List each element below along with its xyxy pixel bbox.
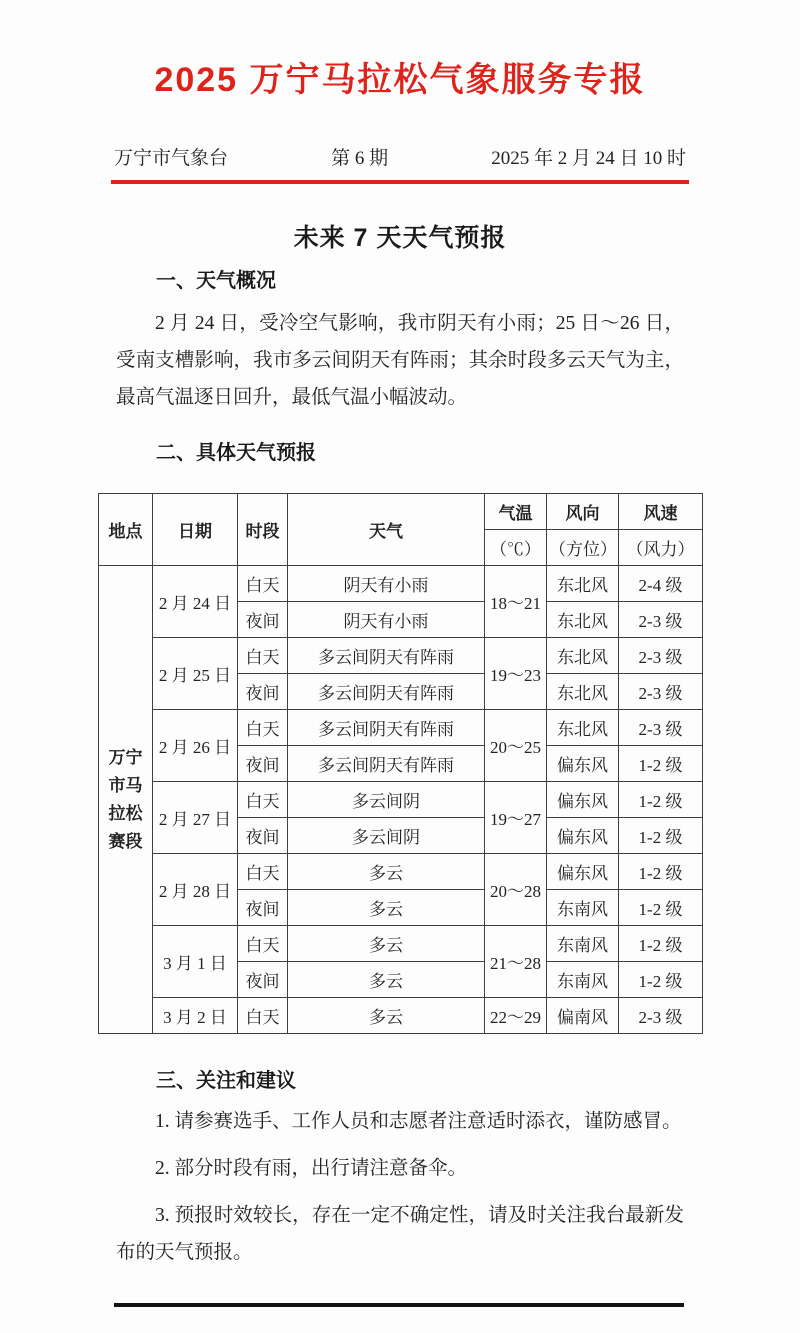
header-temperature: 气温 [485,494,547,530]
cell-temperature: 20～28 [485,854,547,926]
cell-wind-direction: 偏东风 [547,818,619,854]
section-heading-overview: 一、天气概况 [156,270,276,293]
header-date: 日期 [153,494,238,566]
cell-weather: 多云间阴 [288,818,485,854]
cell-wind-speed: 1-2 级 [619,746,703,782]
advice-item-2: 2. 部分时段有雨，出行请注意备伞。 [155,1158,468,1180]
table-row [99,710,703,746]
header-location: 地点 [99,494,153,566]
cell-wind-direction: 东北风 [547,674,619,710]
cell-weather: 多云 [288,890,485,926]
cell-wind-speed: 1-2 级 [619,962,703,998]
cell-period: 白天 [238,710,288,746]
masthead-issue-number: 第 6 期 [331,148,389,170]
cell-wind-speed: 2-4 级 [619,566,703,602]
table-row [99,638,703,674]
cell-wind-speed: 2-3 级 [619,710,703,746]
cell-weather: 多云 [288,854,485,890]
cell-date: 2 月 24 日 [153,566,238,638]
cell-location: 万宁市马拉松赛段 [99,566,153,1034]
section-heading-advice: 三、关注和建议 [156,1070,296,1093]
cell-temperature: 21～28 [485,926,547,998]
overview-paragraph: 2 月 24 日，受冷空气影响，我市阴天有小雨；25 日～26 日，受南支槽影响，我市多云间阴天有阵雨；其余时段多云天气为主，最高气温逐日回升，最低气温小幅波动。 [116,313,684,409]
section-heading-detail-forecast: 二、具体天气预报 [156,442,316,465]
cell-period: 白天 [238,638,288,674]
cell-date: 3 月 2 日 [153,998,238,1034]
cell-wind-speed: 1-2 级 [619,782,703,818]
cell-wind-direction: 偏东风 [547,782,619,818]
table-row [99,854,703,890]
cell-weather: 多云 [288,998,485,1034]
cell-period: 夜间 [238,674,288,710]
cell-wind-direction: 偏东风 [547,746,619,782]
red-divider-rule [111,180,689,184]
header-wind-speed: 风速 [619,494,703,530]
document-title: 2025 万宁马拉松气象服务专报 [154,61,646,99]
cell-period: 白天 [238,782,288,818]
cell-weather: 多云间阴天有阵雨 [288,638,485,674]
table-row [99,566,703,602]
cell-weather: 多云间阴天有阵雨 [288,674,485,710]
header-temperature-unit: （℃） [485,530,547,566]
cell-temperature: 19～23 [485,638,547,710]
cell-weather: 多云间阴天有阵雨 [288,746,485,782]
cell-period: 白天 [238,998,288,1034]
cell-temperature: 18～21 [485,566,547,638]
cell-weather: 多云间阴 [288,782,485,818]
cell-weather: 阴天有小雨 [288,566,485,602]
masthead-datetime: 2025 年 2 月 24 日 10 时 [491,148,686,170]
masthead-agency: 万宁市气象台 [114,148,229,170]
cell-wind-direction: 东南风 [547,926,619,962]
table-row [99,998,703,1034]
footer-rule [114,1303,684,1307]
cell-wind-direction: 东南风 [547,890,619,926]
cell-wind-direction: 东北风 [547,710,619,746]
document-content [0,143,800,1271]
cell-wind-direction: 东北风 [547,566,619,602]
cell-weather: 多云间阴天有阵雨 [288,710,485,746]
cell-wind-speed: 2-3 级 [619,638,703,674]
cell-period: 夜间 [238,962,288,998]
cell-date: 2 月 28 日 [153,854,238,926]
cell-period: 夜间 [238,818,288,854]
cell-wind-speed: 1-2 级 [619,818,703,854]
weather-forecast-table [98,493,703,1034]
header-wind-direction-unit: （方位） [547,530,619,566]
cell-weather: 多云 [288,926,485,962]
cell-wind-speed: 2-3 级 [619,674,703,710]
forecast-title: 未来 7 天天气预报 [293,224,507,253]
header-wind-direction: 风向 [547,494,619,530]
cell-temperature: 19～27 [485,782,547,854]
cell-date: 3 月 1 日 [153,926,238,998]
cell-period: 夜间 [238,602,288,638]
advice-item-1: 1. 请参赛选手、工作人员和志愿者注意适时添衣，谨防感冒。 [155,1111,682,1133]
advice-item-3: 3. 预报时效较长，存在一定不确定性，请及时关注我台最新发布的天气预报。 [116,1205,684,1264]
header-weather: 天气 [288,494,485,566]
cell-temperature: 20～25 [485,710,547,782]
table-header [99,494,703,566]
cell-period: 白天 [238,566,288,602]
header-wind-speed-unit: （风力） [619,530,703,566]
table-row [99,926,703,962]
cell-date: 2 月 27 日 [153,782,238,854]
table-body [99,566,703,1034]
cell-period: 夜间 [238,890,288,926]
cell-wind-direction: 东南风 [547,962,619,998]
cell-wind-speed: 2-3 级 [619,998,703,1034]
cell-wind-speed: 1-2 级 [619,854,703,890]
cell-weather: 多云 [288,962,485,998]
cell-weather: 阴天有小雨 [288,602,485,638]
cell-wind-direction: 偏东风 [547,854,619,890]
cell-date: 2 月 26 日 [153,710,238,782]
cell-period: 白天 [238,926,288,962]
cell-wind-direction: 偏南风 [547,998,619,1034]
table-row [99,782,703,818]
masthead [114,143,686,170]
header-period: 时段 [238,494,288,566]
cell-period: 夜间 [238,746,288,782]
cell-temperature: 22～29 [485,998,547,1034]
cell-period: 白天 [238,854,288,890]
cell-wind-speed: 1-2 级 [619,890,703,926]
cell-date: 2 月 25 日 [153,638,238,710]
cell-wind-direction: 东北风 [547,602,619,638]
cell-wind-speed: 2-3 级 [619,602,703,638]
cell-wind-speed: 1-2 级 [619,926,703,962]
cell-wind-direction: 东北风 [547,638,619,674]
